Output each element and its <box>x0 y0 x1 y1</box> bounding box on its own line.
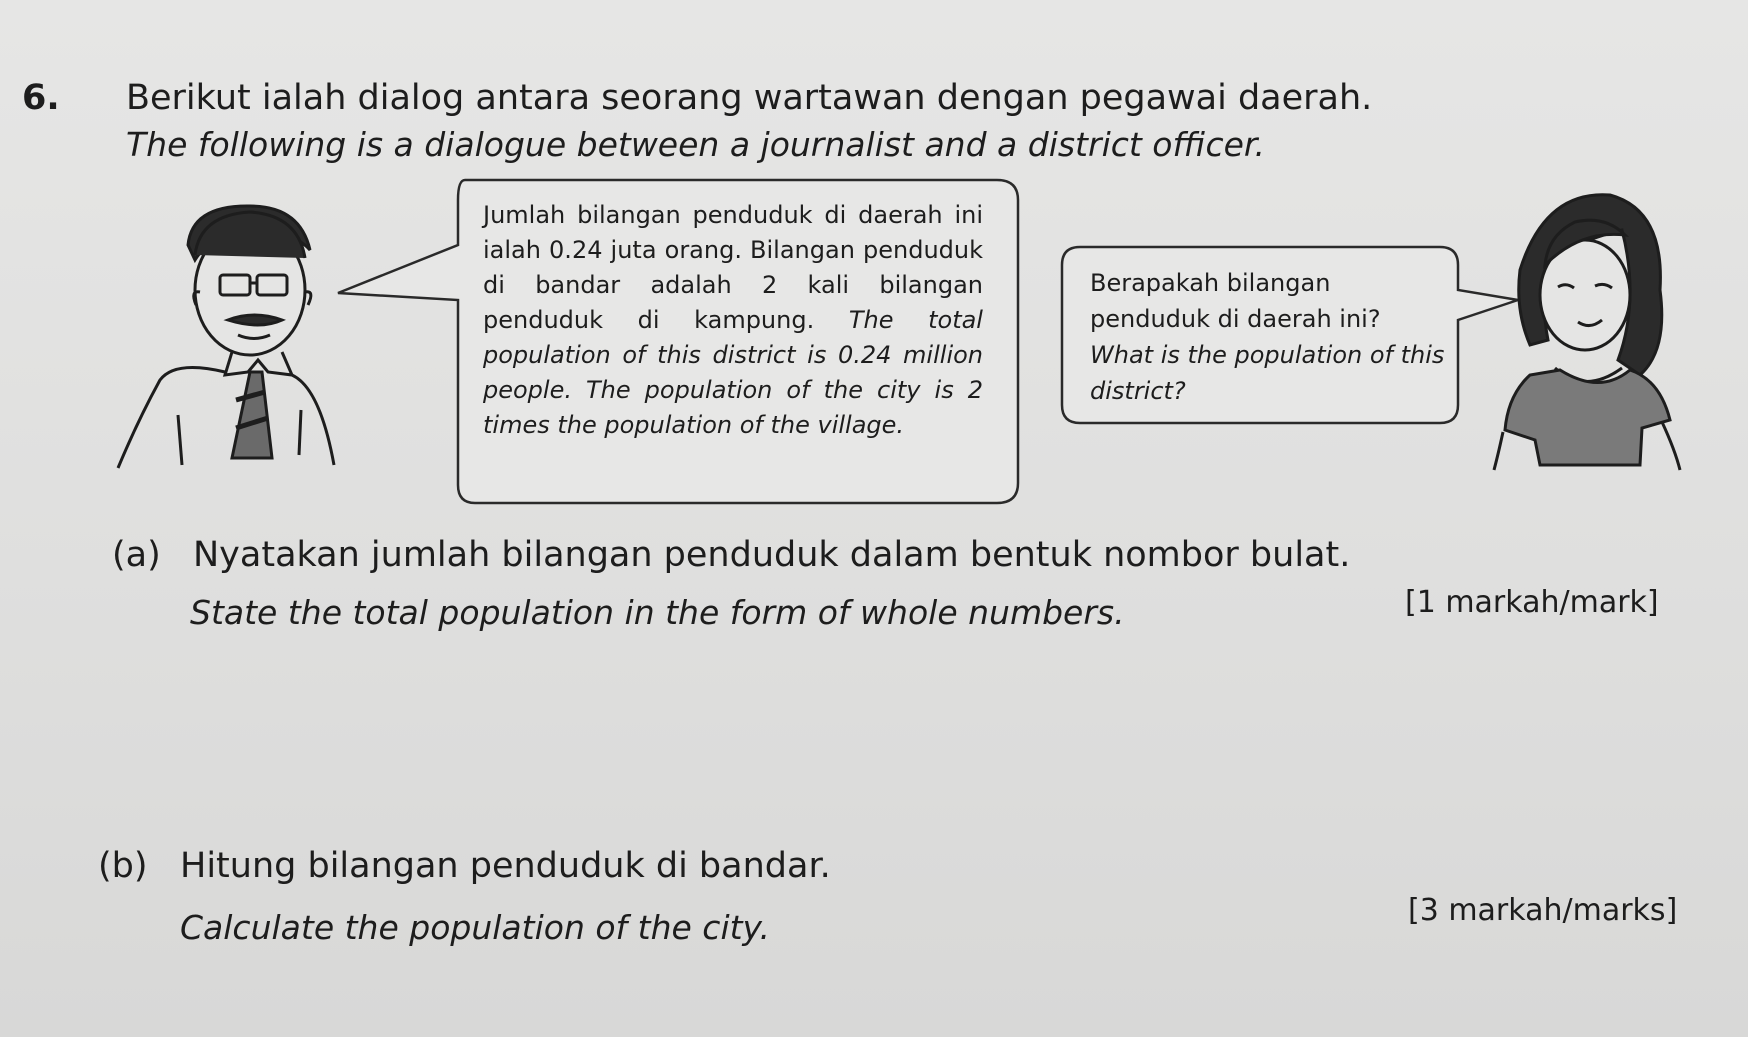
officer-illustration <box>118 206 334 468</box>
officer-speech-english: The total population of this district is 0.24 million people. The population of the city is 2 times the population of the village. <box>483 306 983 439</box>
part-b-label: (b) <box>98 846 148 886</box>
part-b-marks: [3 markah/marks] <box>1408 893 1678 928</box>
part-b-question-english: Calculate the population of the city. <box>180 908 771 947</box>
officer-speech-text <box>483 198 983 443</box>
part-a-question-english: State the total population in the form of whole numbers. <box>190 593 1125 632</box>
journalist-speech-text <box>1090 265 1450 409</box>
part-b-question-malay: Hitung bilangan penduduk di bandar. <box>180 846 831 886</box>
part-a-label: (a) <box>112 535 161 575</box>
journalist-speech-english: What is the population of this district? <box>1090 341 1445 405</box>
question-title-english: The following is a dialogue between a journalist and a district officer. <box>126 125 1265 164</box>
officer-speech-malay: Jumlah bilangan penduduk di daerah ini ialah 0.24 juta orang. Bilangan penduduk di bandar adalah 2 kali bilangan penduduk di kampung. <box>483 201 983 334</box>
part-a-marks: [1 markah/mark] <box>1405 585 1659 620</box>
part-a-question-malay: Nyatakan jumlah bilangan penduduk dalam bentuk nombor bulat. <box>193 535 1351 575</box>
question-title-malay: Berikut ialah dialog antara seorang wartawan dengan pegawai daerah. <box>126 78 1373 118</box>
question-number: 6. <box>22 78 60 118</box>
journalist-speech-malay: Berapakah bilangan penduduk di daerah ini? <box>1090 269 1381 333</box>
journalist-illustration <box>1494 195 1680 470</box>
